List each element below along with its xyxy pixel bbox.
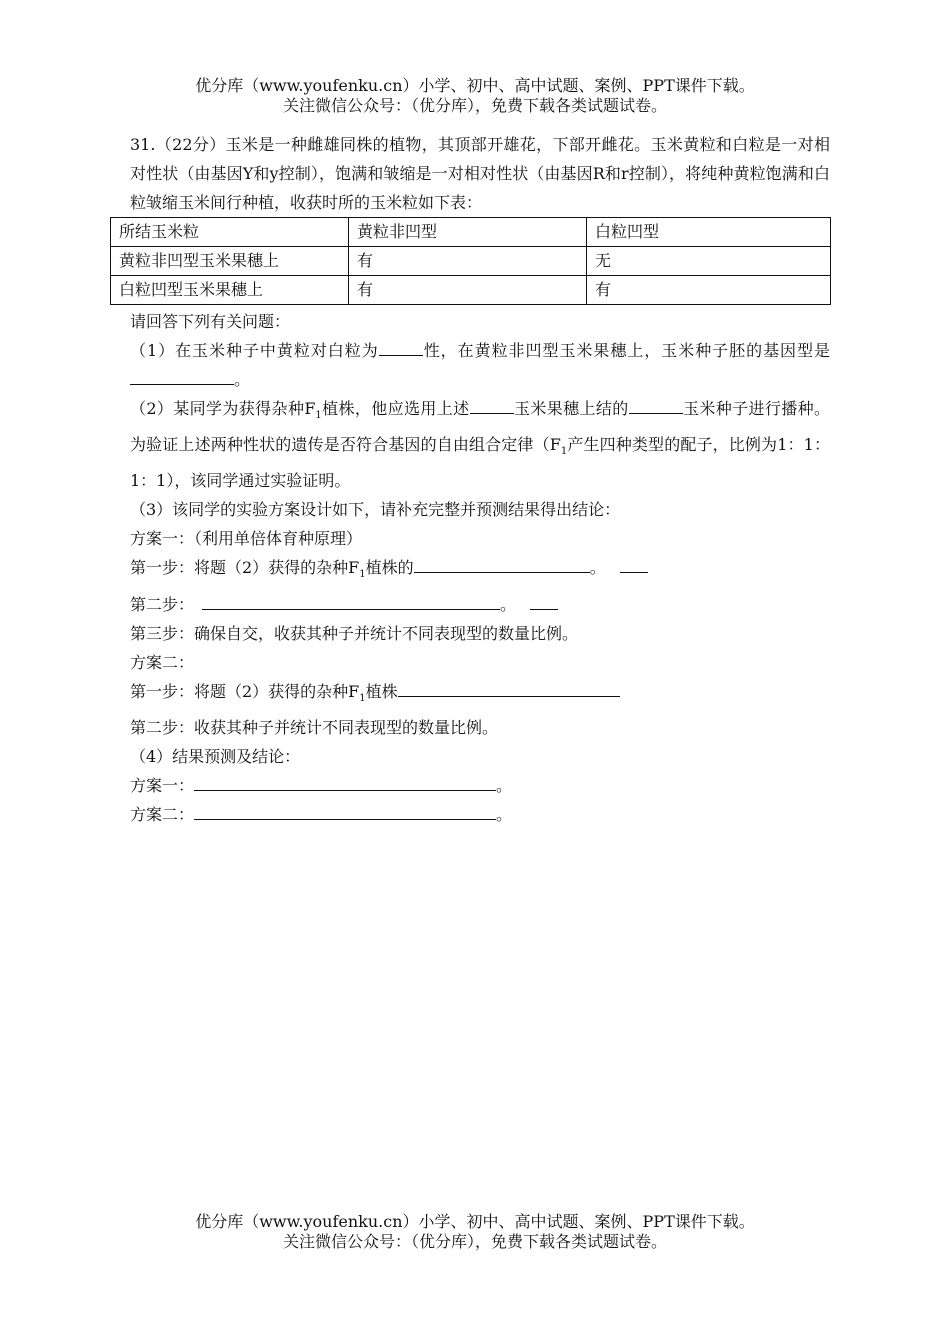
answer-prompt: 请回答下列有关问题： xyxy=(130,312,291,331)
q2-text-c: 玉米果穗上结的 xyxy=(513,399,629,418)
result-plan-2 xyxy=(130,800,830,829)
question-31 xyxy=(119,130,830,829)
q1-text-b: 性，在黄粒非凹型玉米果穗上，玉米种子胚的基因型是 xyxy=(422,341,830,360)
q2-blank-ear[interactable] xyxy=(470,395,514,414)
q1-text-c: 。 xyxy=(234,370,251,389)
p1-step2-text-b: 。 xyxy=(500,594,517,614)
corn-kernel-table xyxy=(110,217,831,305)
table-row xyxy=(111,247,831,276)
p2-step1-blank[interactable] xyxy=(398,678,620,697)
q2-text-b: 植株，他应选用上述 xyxy=(321,399,470,418)
footer-line-2: 关注微信公众号：（优分库），免费下载各类试题试卷。 xyxy=(282,1232,667,1251)
r1-text-b: 。 xyxy=(496,775,513,795)
plan-2-step-1 xyxy=(130,677,830,713)
table-header-cell: 黄粒非凹型 xyxy=(349,218,587,247)
q2-text-a: （2）某同学为获得杂种F xyxy=(130,399,316,418)
subscript-1: 1 xyxy=(359,569,366,581)
r2-text-a: 方案二： xyxy=(130,804,195,824)
sub-question-1 xyxy=(130,336,830,394)
p1-step1-blank-short[interactable] xyxy=(620,554,648,573)
p1-step2-text-a: 第二步： xyxy=(130,594,195,614)
table-cell: 黄粒非凹型玉米果穗上 xyxy=(111,247,349,276)
p1-step2-blank[interactable] xyxy=(202,591,500,610)
header-line-1: 优分库（www.youfenku.cn）小学、初中、高中试题、案例、PPT课件下载。 xyxy=(195,76,755,95)
plan-2-title: 方案二： xyxy=(130,652,195,672)
table-header-cell: 所结玉米粒 xyxy=(111,218,349,247)
subscript-1: 1 xyxy=(315,410,322,422)
subscript-1: 1 xyxy=(359,692,366,704)
p1-step2-blank-short[interactable] xyxy=(530,591,558,610)
plan-1-step-2 xyxy=(130,590,830,619)
table-row xyxy=(111,276,831,305)
p2-step1-text-a: 第一步：将题（2）获得的杂种F xyxy=(130,681,360,701)
plan-1-step-3: 第三步：确保自交，收获其种子并统计不同表现型的数量比例。 xyxy=(130,623,579,643)
r1-text-a: 方案一： xyxy=(130,775,195,795)
p1-step1-blank[interactable] xyxy=(414,554,590,573)
table-cell: 有 xyxy=(349,247,587,276)
page-footer xyxy=(0,1212,950,1252)
q1-blank-dominance[interactable] xyxy=(379,337,423,356)
sub-question-4: （4）结果预测及结论： xyxy=(130,746,301,766)
result-plan-2-blank[interactable] xyxy=(194,801,496,820)
p1-step1-text-b: 植株的 xyxy=(365,558,414,578)
sub-question-3: （3）该同学的实验方案设计如下，请补充完整并预测结果得出结论： xyxy=(130,500,621,520)
r2-text-b: 。 xyxy=(496,804,513,824)
table-header-row xyxy=(111,218,831,247)
p1-step1-text-c: 。 xyxy=(589,558,606,578)
q2-blank-seed[interactable] xyxy=(629,395,683,414)
plan-1-step-1 xyxy=(130,553,830,589)
subscript-1: 1 xyxy=(560,446,568,458)
p1-step1-text-a: 第一步：将题（2）获得的杂种F xyxy=(130,558,360,578)
result-plan-1 xyxy=(130,771,830,800)
footer-line-1: 优分库（www.youfenku.cn）小学、初中、高中试题、案例、PPT课件下载。 xyxy=(195,1212,755,1231)
plan-2-step-2: 第二步：收获其种子并统计不同表现型的数量比例。 xyxy=(130,717,499,737)
table-header-cell: 白粒凹型 xyxy=(587,218,831,247)
table-cell: 有 xyxy=(349,276,587,305)
header-line-2: 关注微信公众号：（优分库），免费下载各类试题试卷。 xyxy=(282,96,667,115)
q2-text-d: 玉米种子进行播种。为验证上述两种性状的遗传是否符合基因的自由组合定律（F xyxy=(130,399,830,455)
page-header xyxy=(0,76,950,116)
question-intro: 31.（22分）玉米是一种雌雄同株的植物，其顶部开雄花，下部开雌花。玉米黄粒和白粒是一对相对性状（由基因Y和y控制），饱满和皱缩是一对相对性状（由基因R和r控制），将纯种黄粒饱满和白粒皱缩玉米间行种植，收获时所的玉米粒如下表： xyxy=(130,135,830,212)
table-cell: 白粒凹型玉米果穗上 xyxy=(111,276,349,305)
sub-question-2 xyxy=(130,394,830,495)
table-cell: 无 xyxy=(587,247,831,276)
q2-text-e: 产生四种类型的配子，比例为1：1：1：1），该同学通过实验证明。 xyxy=(130,435,830,491)
table-cell: 有 xyxy=(587,276,831,305)
p2-step1-text-b: 植株 xyxy=(365,681,398,701)
result-plan-1-blank[interactable] xyxy=(194,772,496,791)
plan-1-title: 方案一：（利用单倍体育种原理） xyxy=(130,529,363,549)
q1-text-a: （1）在玉米种子中黄粒对白粒为 xyxy=(130,341,379,360)
q1-blank-genotype[interactable] xyxy=(130,366,234,385)
